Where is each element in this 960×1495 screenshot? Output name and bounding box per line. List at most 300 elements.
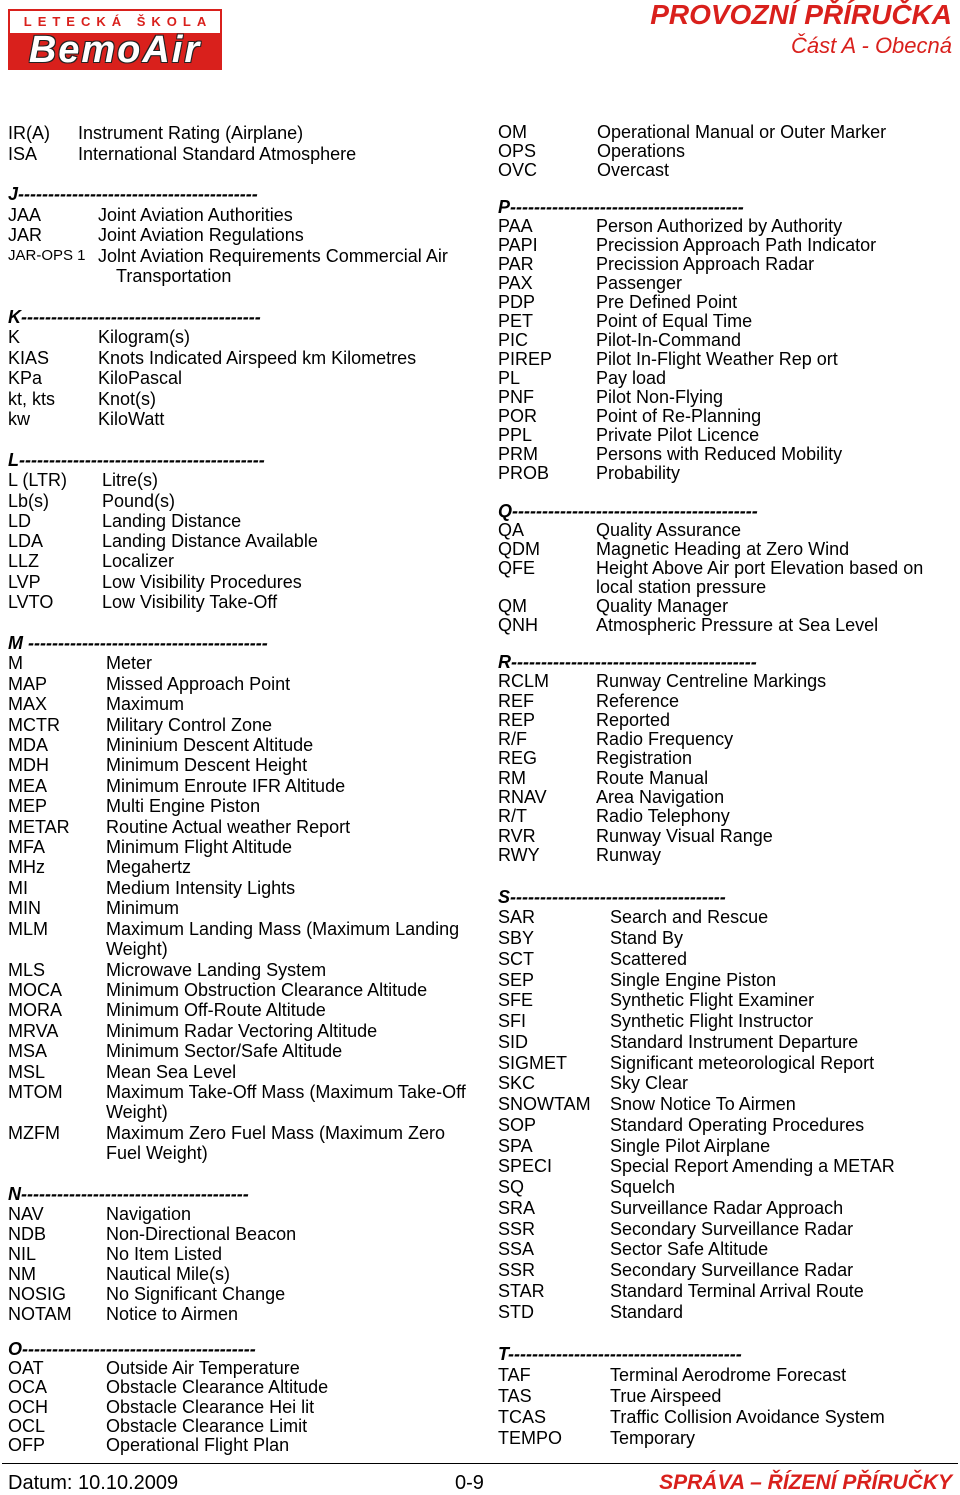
section-q bbox=[498, 502, 955, 635]
abbreviation-list bbox=[498, 217, 955, 483]
abbreviation-row bbox=[498, 1386, 955, 1407]
abbreviation-row bbox=[8, 368, 466, 388]
abbreviation-row bbox=[8, 1398, 466, 1417]
abbreviation: kw bbox=[8, 409, 30, 430]
logo-school-label: LETECKÁ ŠKOLA bbox=[23, 14, 213, 29]
abbreviation: SCT bbox=[498, 948, 534, 969]
abbreviation: PIREP bbox=[498, 348, 553, 369]
abbreviation: MCTR bbox=[8, 714, 60, 735]
abbreviation-meaning: Pay load bbox=[596, 367, 667, 388]
abbreviation: kt, kts bbox=[8, 388, 56, 409]
abbreviation: MOCA bbox=[8, 979, 62, 1000]
abbreviation-row bbox=[498, 1073, 955, 1094]
abbreviation-row bbox=[8, 857, 466, 877]
abbreviation-meaning: Pilot-In-Command bbox=[596, 329, 742, 350]
abbreviation: NOSIG bbox=[8, 1284, 67, 1304]
abbreviation: NDB bbox=[8, 1224, 47, 1244]
abbreviation: PAX bbox=[498, 272, 533, 293]
abbreviation-meaning: Outside Air Temperature bbox=[106, 1358, 300, 1379]
abbreviation-row bbox=[498, 123, 955, 142]
abbreviation-meaning: Operations bbox=[597, 140, 686, 161]
section-heading-l: L----------------------------------------- bbox=[8, 450, 265, 470]
abbreviation: PAPI bbox=[498, 234, 538, 255]
abbreviation-list bbox=[8, 1359, 466, 1455]
abbreviation-meaning: Temporary bbox=[610, 1427, 696, 1448]
abbreviation-row bbox=[498, 1302, 955, 1323]
abbreviation: SEP bbox=[498, 969, 535, 990]
abbreviation-meaning: Precission Approach Radar bbox=[596, 253, 815, 274]
abbreviation: PAA bbox=[498, 215, 533, 236]
abbreviation-meaning: Meter bbox=[106, 653, 153, 674]
abbreviation: SOP bbox=[498, 1114, 537, 1135]
section-r bbox=[498, 653, 955, 865]
abbreviation-meaning: Single Engine Piston bbox=[610, 969, 777, 990]
abbreviation: L (LTR) bbox=[8, 470, 68, 491]
abbreviation: TEMPO bbox=[498, 1427, 563, 1448]
abbreviation-row bbox=[498, 928, 955, 949]
abbreviation-row bbox=[8, 409, 466, 429]
abbreviation-meaning: Snow Notice To Airmen bbox=[610, 1094, 796, 1115]
abbreviation-meaning: Standard Terminal Arrival Route bbox=[610, 1280, 864, 1301]
abbreviation-meaning: Maximum Landing Mass (Maximum Landing Weight) bbox=[106, 918, 460, 960]
abbreviation-row bbox=[8, 1436, 466, 1455]
abbreviation: IR(A) bbox=[8, 123, 50, 143]
abbreviation-row bbox=[8, 205, 466, 226]
abbreviation-row bbox=[8, 491, 466, 511]
abbreviation-meaning: Standard Operating Procedures bbox=[610, 1114, 865, 1135]
abbreviation-row bbox=[498, 142, 955, 161]
abbreviation-row bbox=[8, 1284, 466, 1304]
section-heading-j: J---------------------------------------- bbox=[8, 184, 258, 204]
abbreviation-row bbox=[498, 1219, 955, 1240]
abbreviation: SBY bbox=[498, 928, 535, 949]
abbreviation-row bbox=[8, 755, 466, 775]
abbreviation-row bbox=[498, 559, 955, 597]
abbreviation: SFE bbox=[498, 990, 534, 1011]
abbreviation-row bbox=[498, 369, 955, 388]
section-k bbox=[8, 307, 466, 429]
abbreviation-meaning: Navigation bbox=[106, 1204, 192, 1224]
abbreviation: LVP bbox=[8, 571, 41, 592]
abbreviation-meaning: Obstacle Clearance Hei lit bbox=[106, 1396, 315, 1417]
abbreviation-row bbox=[498, 274, 955, 293]
abbreviation-row bbox=[8, 980, 466, 1000]
abbreviation-row bbox=[8, 898, 466, 918]
abbreviation-row bbox=[498, 769, 955, 788]
abbreviation-meaning: Minimum Enroute IFR Altitude bbox=[106, 775, 346, 796]
abbreviation-row bbox=[498, 1281, 955, 1302]
abbreviation-row bbox=[8, 1123, 466, 1164]
abbreviation-meaning: Reference bbox=[596, 690, 680, 711]
abbreviation: SPECI bbox=[498, 1156, 553, 1177]
abbreviation-row bbox=[8, 470, 466, 490]
abbreviation-row bbox=[498, 788, 955, 807]
abbreviation: REG bbox=[498, 748, 538, 769]
abbreviation-row bbox=[498, 1011, 955, 1032]
abbreviation-meaning: Overcast bbox=[597, 159, 670, 180]
abbreviation-meaning: Significant meteorological Report bbox=[610, 1052, 875, 1073]
abbreviation: MFA bbox=[8, 837, 46, 858]
abbreviation-row bbox=[8, 1000, 466, 1020]
abbreviation-meaning: Scattered bbox=[610, 948, 688, 969]
abbreviation-list bbox=[8, 1204, 466, 1324]
abbreviation-meaning: Joint Aviation Authorities bbox=[98, 204, 293, 225]
abbreviation-row bbox=[8, 653, 466, 673]
abbreviation-row bbox=[8, 735, 466, 755]
abbreviation-meaning: Runway Centreline Markings bbox=[596, 671, 827, 692]
abbreviation-row bbox=[8, 511, 466, 531]
abbreviation: MI bbox=[8, 877, 28, 898]
abbreviation-row bbox=[498, 907, 955, 928]
abbreviation-list bbox=[8, 123, 466, 164]
abbreviation-meaning: Minimum Sector/Safe Altitude bbox=[106, 1041, 343, 1062]
abbreviation: LDA bbox=[8, 531, 44, 552]
abbreviation-row bbox=[8, 796, 466, 816]
abbreviation: MDA bbox=[8, 735, 48, 756]
abbreviation: OFP bbox=[8, 1435, 46, 1456]
abbreviation-meaning: Synthetic Flight Instructor bbox=[610, 1011, 814, 1032]
abbreviation-row bbox=[498, 255, 955, 274]
abbreviation: SRA bbox=[498, 1197, 536, 1218]
abbreviation: PDP bbox=[498, 291, 536, 312]
abbreviation: POR bbox=[498, 405, 538, 426]
abbreviation-row bbox=[8, 1224, 466, 1244]
abbreviation-row bbox=[498, 293, 955, 312]
abbreviation-row bbox=[8, 348, 466, 368]
abbreviation-meaning: Standard bbox=[610, 1301, 684, 1322]
abbreviation-meaning: Magnetic Heading at Zero Wind bbox=[596, 538, 850, 559]
abbreviation-row bbox=[498, 312, 955, 331]
abbreviation-row bbox=[8, 1304, 466, 1324]
abbreviation-meaning: Runway Visual Range bbox=[596, 825, 773, 846]
abbreviation-row bbox=[498, 540, 955, 559]
abbreviation-meaning: Search and Rescue bbox=[610, 907, 769, 928]
abbreviation-row bbox=[8, 1359, 466, 1378]
section-heading-q: Q----------------------------------------- bbox=[498, 501, 758, 521]
abbreviation: RCLM bbox=[498, 671, 550, 692]
abbreviation-row bbox=[8, 674, 466, 694]
abbreviation: PNF bbox=[498, 386, 534, 407]
logo-brand-name: BemoAir bbox=[10, 33, 220, 68]
abbreviation-row bbox=[8, 246, 466, 287]
abbreviation-meaning: Localizer bbox=[102, 551, 175, 572]
abbreviation: SSR bbox=[498, 1218, 536, 1239]
section-heading-k: K---------------------------------------- bbox=[8, 307, 261, 327]
abbreviation-meaning: Terminal Aerodrome Forecast bbox=[610, 1364, 847, 1385]
abbreviation: NIL bbox=[8, 1244, 37, 1264]
abbreviation: PPL bbox=[498, 424, 533, 445]
abbreviation: MIN bbox=[8, 898, 41, 919]
section-heading-s: S------------------------------------ bbox=[498, 886, 726, 907]
abbreviation: PET bbox=[498, 310, 534, 331]
abbreviation-meaning: Quality Manager bbox=[596, 595, 729, 616]
abbreviation-meaning: Knot(s) bbox=[98, 388, 157, 409]
abbreviation: PAR bbox=[498, 253, 534, 274]
abbreviation-meaning: Non-Directional Beacon bbox=[106, 1224, 297, 1244]
section-heading-r: R----------------------------------------- bbox=[498, 653, 757, 672]
abbreviation-meaning: Low Visibility Procedures bbox=[102, 571, 302, 592]
abbreviation: R/T bbox=[498, 806, 527, 827]
abbreviation-list bbox=[498, 672, 955, 865]
section-heading-m: M ---------------------------------------- bbox=[8, 633, 268, 653]
abbreviation-meaning: Persons with Reduced Mobility bbox=[596, 443, 843, 464]
abbreviation-row bbox=[8, 878, 466, 898]
abbreviation-row bbox=[8, 1082, 466, 1123]
abbreviation-row bbox=[498, 426, 955, 445]
abbreviation-meaning: Military Control Zone bbox=[106, 714, 273, 735]
abbreviation-list bbox=[498, 1365, 955, 1449]
abbreviation: ISA bbox=[8, 143, 38, 164]
abbreviation-meaning: Passenger bbox=[596, 272, 683, 293]
abbreviation: RVR bbox=[498, 825, 536, 846]
abbreviation-row bbox=[8, 1244, 466, 1264]
section-heading-t: T--------------------------------------- bbox=[498, 1343, 742, 1364]
section-o bbox=[8, 1340, 466, 1455]
abbreviation-row bbox=[498, 807, 955, 826]
abbreviation-meaning: Pilot Non-Flying bbox=[596, 386, 724, 407]
abbreviation-row bbox=[8, 1264, 466, 1284]
abbreviation-meaning: Pre Defined Point bbox=[596, 291, 738, 312]
abbreviation: LLZ bbox=[8, 551, 40, 572]
abbreviation-row bbox=[498, 672, 955, 691]
abbreviation-meaning: Runway bbox=[596, 844, 662, 865]
abbreviation: SAR bbox=[498, 907, 536, 928]
abbreviation-meaning: Sky Clear bbox=[610, 1073, 689, 1094]
abbreviation-row bbox=[8, 144, 466, 165]
abbreviation-meaning: Kilogram(s) bbox=[98, 327, 191, 348]
abbreviation: REP bbox=[498, 709, 536, 730]
abbreviation-meaning: Instrument Rating (Airplane) bbox=[78, 123, 304, 143]
abbreviation-row bbox=[8, 817, 466, 837]
abbreviation-row bbox=[498, 521, 955, 540]
section-p bbox=[498, 198, 955, 483]
abbreviation-meaning: Obstacle Clearance Altitude bbox=[106, 1377, 329, 1398]
abbreviation: JAA bbox=[8, 204, 42, 225]
abbreviation-meaning: International Standard Atmosphere bbox=[78, 143, 357, 164]
abbreviation-row bbox=[8, 776, 466, 796]
abbreviation-row bbox=[498, 827, 955, 846]
section-i-continued bbox=[8, 123, 466, 164]
abbreviation-meaning: Maximum Take-Off Mass (Maximum Take-Off Weight) bbox=[106, 1081, 466, 1123]
abbreviation-row bbox=[498, 749, 955, 768]
abbreviation-meaning: Pound(s) bbox=[102, 490, 176, 511]
abbreviation-meaning: Secondary Surveillance Radar bbox=[610, 1260, 854, 1281]
abbreviation: Lb(s) bbox=[8, 490, 50, 511]
abbreviation-row bbox=[498, 1239, 955, 1260]
abbreviation-meaning: Surveillance Radar Approach bbox=[610, 1197, 844, 1218]
abbreviation-list bbox=[498, 521, 955, 635]
abbreviation-meaning: Precission Approach Path Indicator bbox=[596, 234, 877, 255]
abbreviation: LVTO bbox=[8, 592, 54, 613]
abbreviation: RWY bbox=[498, 844, 540, 865]
abbreviation-meaning: Routine Actual weather Report bbox=[106, 816, 351, 837]
abbreviation: KPa bbox=[8, 368, 43, 389]
abbreviation-meaning: Maximum Zero Fuel Mass (Maximum Zero Fuel Weight) bbox=[106, 1122, 446, 1164]
abbreviation-meaning: Squelch bbox=[610, 1177, 676, 1198]
abbreviation: MRVA bbox=[8, 1020, 59, 1041]
section-l bbox=[8, 450, 466, 612]
section-heading-n: N-------------------------------------- bbox=[8, 1184, 249, 1204]
abbreviation-meaning: Multi Engine Piston bbox=[106, 796, 261, 817]
abbreviation: QA bbox=[498, 519, 525, 540]
abbreviation: QFE bbox=[498, 557, 536, 578]
abbreviation-row bbox=[498, 1198, 955, 1219]
abbreviation-meaning: Minimum Descent Height bbox=[106, 755, 308, 776]
footer-divider bbox=[2, 1463, 958, 1464]
section-heading-p: P--------------------------------------- bbox=[498, 197, 744, 217]
abbreviation-row bbox=[498, 730, 955, 749]
abbreviation-meaning: KiloWatt bbox=[98, 409, 165, 430]
footer-section-title: SPRÁVA – ŘÍZENÍ PŘÍRUČKY bbox=[659, 1471, 952, 1494]
abbreviation: RNAV bbox=[498, 787, 547, 808]
abbreviation-list bbox=[8, 470, 466, 612]
section-j bbox=[8, 184, 466, 287]
abbreviation-meaning: Reported bbox=[596, 709, 671, 730]
abbreviation: NAV bbox=[8, 1204, 44, 1224]
abbreviation-row bbox=[498, 949, 955, 970]
abbreviation-row bbox=[8, 531, 466, 551]
abbreviation-meaning: Landing Distance bbox=[102, 510, 242, 531]
abbreviation-meaning: Obstacle Clearance Limit bbox=[106, 1415, 308, 1436]
abbreviation: SKC bbox=[498, 1073, 536, 1094]
abbreviation-row bbox=[498, 597, 955, 616]
abbreviation-meaning: Probability bbox=[596, 462, 681, 483]
abbreviation-meaning: No Item Listed bbox=[106, 1244, 223, 1264]
abbreviation-meaning: Maximum bbox=[106, 694, 185, 715]
abbreviation-row bbox=[498, 1260, 955, 1281]
document-title: PROVOZNÍ PŘÍRUČKA bbox=[650, 0, 952, 30]
abbreviation-row bbox=[498, 970, 955, 991]
abbreviation-meaning: Microwave Landing System bbox=[106, 959, 327, 980]
abbreviation: TAF bbox=[498, 1364, 531, 1385]
document-subtitle: Část A - Obecná bbox=[791, 33, 952, 58]
abbreviation-meaning: Single Pilot Airplane bbox=[610, 1135, 771, 1156]
abbreviation-meaning: Minimum Radar Vectoring Altitude bbox=[106, 1020, 378, 1041]
abbreviation: OCH bbox=[8, 1396, 48, 1417]
abbreviation-meaning: Notice to Airmen bbox=[106, 1304, 239, 1324]
abbreviation: OAT bbox=[8, 1358, 44, 1379]
abbreviation-meaning: Registration bbox=[596, 748, 693, 769]
abbreviation-meaning: Megahertz bbox=[106, 857, 192, 878]
abbreviation-meaning: Landing Distance Available bbox=[102, 531, 318, 552]
abbreviation-meaning: Height Above Air port Elevation based on local station pressure bbox=[596, 557, 924, 597]
abbreviation: QNH bbox=[498, 614, 538, 635]
abbreviation-row bbox=[498, 464, 955, 483]
abbreviation-meaning: Standard Instrument Departure bbox=[610, 1031, 859, 1052]
abbreviation-row bbox=[498, 1407, 955, 1428]
abbreviation-row bbox=[498, 1365, 955, 1386]
abbreviation: SFI bbox=[498, 1011, 527, 1032]
abbreviation: QM bbox=[498, 595, 527, 616]
abbreviation: MAP bbox=[8, 673, 48, 694]
abbreviation-meaning: Low Visibility Take-Off bbox=[102, 592, 278, 613]
abbreviation-meaning: Stand By bbox=[610, 928, 684, 949]
section-heading-o: O--------------------------------------- bbox=[8, 1340, 256, 1359]
abbreviation-meaning: Joint Aviation Regulations bbox=[98, 225, 304, 245]
abbreviation: NM bbox=[8, 1264, 36, 1284]
abbreviation-row bbox=[498, 1032, 955, 1053]
abbreviation-row bbox=[498, 445, 955, 464]
abbreviation-meaning: Jolnt Aviation Requirements Commercial Air Transportation bbox=[98, 245, 448, 286]
abbreviation-row bbox=[8, 1062, 466, 1082]
abbreviation: STAR bbox=[498, 1280, 545, 1301]
abbreviation-row bbox=[498, 990, 955, 1011]
abbreviation-meaning: Traffic Collision Avoidance System bbox=[610, 1406, 885, 1427]
abbreviation: JAR bbox=[8, 225, 43, 245]
abbreviation-meaning: Private Pilot Licence bbox=[596, 424, 760, 445]
abbreviation: OCL bbox=[8, 1415, 46, 1436]
abbreviation: MAX bbox=[8, 694, 48, 715]
abbreviation-meaning: Secondary Surveillance Radar bbox=[610, 1218, 854, 1239]
abbreviation: RM bbox=[498, 767, 526, 788]
abbreviation-meaning: Litre(s) bbox=[102, 470, 159, 491]
abbreviation-row bbox=[8, 327, 466, 347]
abbreviation: MLS bbox=[8, 959, 46, 980]
abbreviation-row bbox=[8, 1417, 466, 1436]
abbreviation: SID bbox=[498, 1031, 529, 1052]
abbreviation-row bbox=[8, 1204, 466, 1224]
abbreviation: MEA bbox=[8, 775, 48, 796]
abbreviation: MORA bbox=[8, 1000, 62, 1021]
abbreviation-row bbox=[498, 1094, 955, 1115]
abbreviation-meaning: Pilot In-Flight Weather Rep ort bbox=[596, 348, 838, 369]
abbreviation-row bbox=[498, 616, 955, 635]
abbreviation-meaning: Minimum bbox=[106, 898, 180, 919]
abbreviation: R/F bbox=[498, 729, 527, 750]
abbreviation-meaning: Minimum Flight Altitude bbox=[106, 837, 293, 858]
abbreviation-meaning: True Airspeed bbox=[610, 1385, 722, 1406]
abbreviation: MSA bbox=[8, 1041, 48, 1062]
abbreviation-meaning: Operational Manual or Outer Marker bbox=[597, 121, 887, 142]
abbreviation-row bbox=[498, 1156, 955, 1177]
abbreviation-meaning: Missed Approach Point bbox=[106, 673, 291, 694]
section-m bbox=[8, 633, 466, 1164]
abbreviation-list bbox=[8, 653, 466, 1163]
abbreviation: PIC bbox=[498, 329, 529, 350]
abbreviation-row bbox=[8, 551, 466, 571]
abbreviation-meaning: Operational Flight Plan bbox=[106, 1435, 290, 1456]
abbreviation-row bbox=[498, 217, 955, 236]
abbreviation-row bbox=[8, 389, 466, 409]
abbreviation: SSA bbox=[498, 1239, 535, 1260]
abbreviation: M bbox=[8, 653, 23, 674]
abbreviation-meaning: Mininium Descent Altitude bbox=[106, 735, 314, 756]
abbreviation-row bbox=[8, 837, 466, 857]
abbreviation: MZFM bbox=[8, 1122, 60, 1143]
abbreviation-row bbox=[498, 1428, 955, 1449]
abbreviation-row bbox=[8, 1021, 466, 1041]
abbreviation-meaning: Radio Frequency bbox=[596, 729, 734, 750]
abbreviation-row bbox=[498, 1177, 955, 1198]
abbreviation-meaning: Synthetic Flight Examiner bbox=[610, 990, 815, 1011]
abbreviation-meaning: Quality Assurance bbox=[596, 519, 742, 540]
abbreviation-meaning: Mean Sea Level bbox=[106, 1061, 237, 1082]
abbreviation: MTOM bbox=[8, 1081, 63, 1102]
abbreviation-list bbox=[8, 205, 466, 287]
school-logo bbox=[8, 9, 222, 70]
abbreviation-meaning: Point of Equal Time bbox=[596, 310, 753, 331]
abbreviation: PROB bbox=[498, 462, 550, 483]
abbreviation-meaning: Area Navigation bbox=[596, 787, 725, 808]
abbreviation: LD bbox=[8, 510, 32, 531]
abbreviation: REF bbox=[498, 690, 534, 711]
abbreviation: SNOWTAM bbox=[498, 1094, 591, 1115]
abbreviation-row bbox=[498, 1136, 955, 1157]
abbreviation-row bbox=[498, 350, 955, 369]
section-t bbox=[498, 1344, 955, 1449]
abbreviation-row bbox=[498, 1115, 955, 1136]
abbreviation-row bbox=[498, 331, 955, 350]
